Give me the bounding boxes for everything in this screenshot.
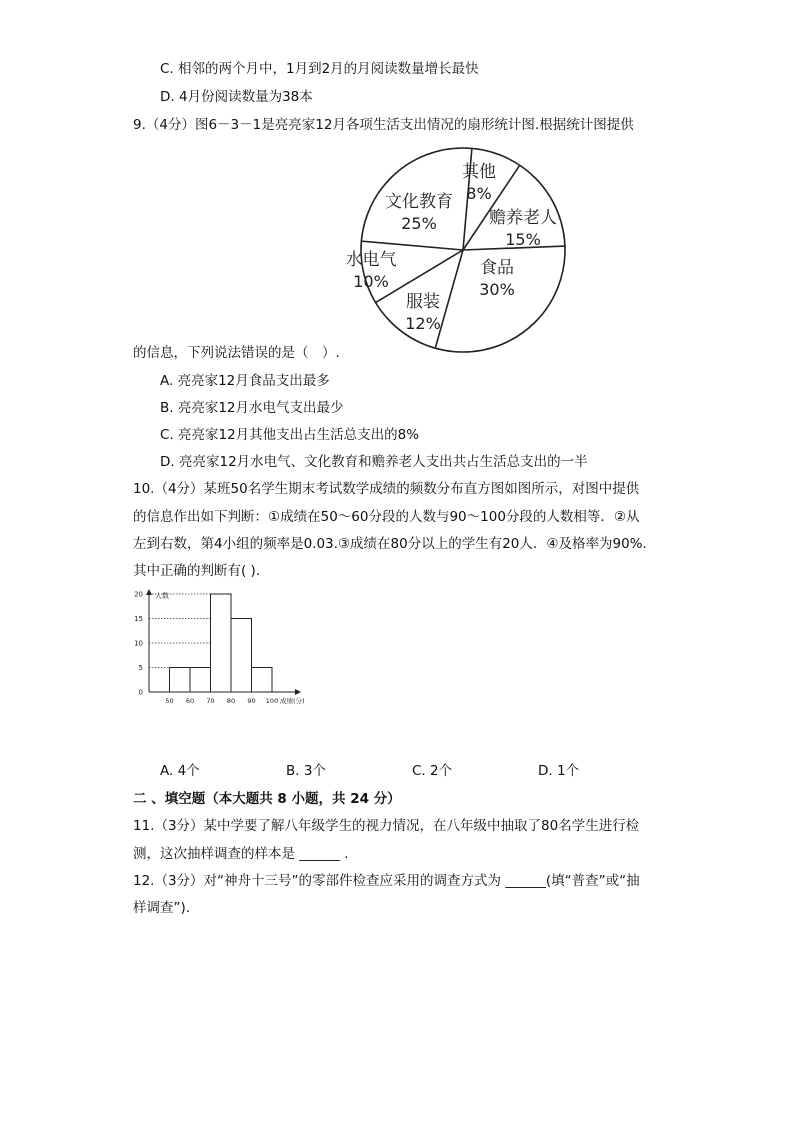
q11-line1: 11.（3分）某中学要了解八年级学生的视力情况，在八年级中抽取了80名学生进行检: [133, 818, 640, 834]
hist-bar-70-80: [211, 594, 232, 692]
q10-stem-line4: 其中正确的判断有( ).: [133, 563, 261, 579]
pie-slice-label-clothing: 服装: [406, 292, 440, 312]
q10-stem-line3: 左到右数，第4小组的频率是0.03.③成绩在80分以上的学生有20人．④及格率为90%.: [133, 536, 647, 552]
q10-stem-line1: 10.（4分）某班50名学生期末考试数学成绩的频数分布直方图如图所示，对图中提供: [133, 481, 640, 497]
q9-stem-line2: 的信息，下列说法错误的是（ ）.: [133, 345, 340, 361]
hist-y-tick-15: 15: [134, 615, 143, 623]
q10-option-d: D. 1个: [538, 763, 580, 779]
hist-x-tick-60: 60: [185, 697, 195, 705]
q9-option-b: B. 亮亮家12月水电气支出最少: [160, 400, 344, 416]
q8-option-c: C. 相邻的两个月中，1月到2月的月阅读数量增长最快: [160, 61, 479, 77]
hist-bar-80-90: [231, 619, 252, 693]
q10-option-b: B. 3个: [286, 763, 326, 779]
hist-x-tick-100: 100: [265, 697, 279, 705]
q11-line2: 测，这次抽样调查的样本是 ______ .: [133, 846, 349, 862]
hist-x-axis-arrow: [295, 689, 301, 695]
q12-line1: 12.（3分）对“神舟十三号”的零部件检查应采用的调查方式为 ______(填“普查”或“抽: [133, 873, 640, 889]
pie-slice-label-education: 文化教育: [385, 192, 453, 212]
hist-bar-90-100: [252, 668, 273, 693]
pie-slice-label-elder-care: 赡养老人: [489, 208, 557, 228]
hist-x-tick-50: 50: [165, 697, 174, 705]
q8-option-d: D. 4月份阅读数量为38本: [160, 89, 313, 105]
pie-slice-pct-clothing: 12%: [405, 314, 441, 333]
pie-chart-svg: [347, 141, 577, 359]
hist-bar-50-60: [170, 668, 191, 693]
hist-y-tick-0: 0: [138, 688, 143, 697]
q9-option-d: D. 亮亮家12月水电气、文化教育和赡养老人支出共占生活总支出的一半: [160, 454, 588, 470]
q9-option-a: A. 亮亮家12月食品支出最多: [160, 373, 330, 389]
q10-stem-line2: 的信息作出如下判断：①成绩在50～60分段的人数与90～100分段的人数相等．②从: [133, 509, 640, 525]
pie-slice-label-utilities: 水电气: [347, 250, 397, 270]
q10-option-c: C. 2个: [412, 763, 453, 779]
q9-option-c: C. 亮亮家12月其他支出占生活总支出的8%: [160, 427, 420, 443]
pie-slice-pct-elder-care: 15%: [505, 230, 541, 249]
hist-y-tick-20: 20: [134, 590, 143, 599]
pie-slice-pct-education: 25%: [401, 214, 437, 233]
hist-y-tick-10: 10: [134, 639, 143, 648]
q10-option-a: A. 4个: [160, 763, 200, 779]
pie-chart: [347, 141, 577, 359]
section-title-fill-blank: 二 、填空题（本大题共 8 小题，共 24 分）: [133, 791, 401, 807]
pie-slice-pct-other: 8%: [466, 184, 492, 203]
hist-y-label: 人数: [155, 592, 169, 600]
histogram-chart: [127, 588, 317, 710]
hist-x-tick-90: 90: [247, 697, 256, 705]
q9-stem-line1: 9.（4分）图6－3－1是亮亮家12月各项生活支出情况的扇形统计图.根据统计图提供: [133, 117, 634, 133]
pie-slice-label-food: 食品: [480, 258, 514, 278]
pie-slice-pct-utilities: 10%: [353, 272, 389, 291]
hist-bar-60-70: [190, 668, 211, 693]
q12-line2: 样调查”).: [133, 900, 191, 916]
hist-x-tick-80: 80: [226, 697, 236, 705]
hist-y-tick-5: 5: [138, 664, 143, 672]
pie-slice-pct-food: 30%: [479, 280, 515, 299]
hist-x-label: 成绩(分): [280, 697, 305, 705]
hist-x-tick-70: 70: [206, 697, 215, 705]
histogram-chart-svg: [127, 588, 317, 710]
pie-slice-label-other: 其他: [462, 162, 496, 182]
